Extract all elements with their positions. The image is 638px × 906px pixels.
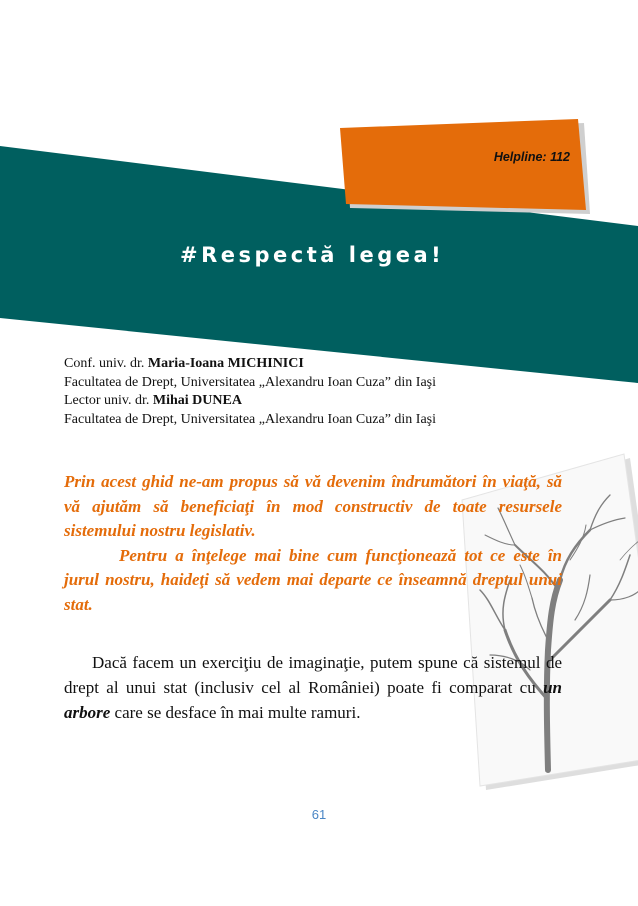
- body-text-end: care se desface în mai multe ramuri.: [110, 703, 361, 722]
- body-paragraph: [64, 650, 562, 725]
- author-1-title: Conf. univ. dr.: [64, 356, 148, 371]
- intro-paragraph-1: Prin acest ghid ne-am propus să vă devenim îndrumători în viaţă, să vă ajutăm să beneficiaţi în mod constructiv de toate resursele sistemului nostru legislativ.: [64, 472, 562, 540]
- body-text-start: Dacă facem un exerciţiu de imaginaţie, putem spune că sistemul de drept al unui stat (inclusiv cel al României) poate fi comparat cu: [64, 653, 562, 697]
- author-1: [64, 355, 436, 374]
- body-emphasis: un arbore: [64, 678, 562, 722]
- intro-paragraph-2: Pentru a înţelege mai bine cum funcţionează tot ce este în jurul nostru, haideţi să vedem mai departe ce înseamnă dreptul unui stat.: [64, 545, 562, 614]
- author-block: [64, 355, 436, 429]
- helpline-label: Helpline: 112: [493, 150, 570, 164]
- page-title: #Respectă legea!: [180, 243, 445, 267]
- page-number: 61: [311, 807, 327, 822]
- author-2-title: Lector univ. dr.: [64, 393, 153, 408]
- intro-text: [64, 470, 562, 617]
- author-2-affiliation: Facultatea de Drept, Universitatea „Alexandru Ioan Cuza” din Iaşi: [64, 411, 437, 427]
- author-2-name: Mihai DUNEA: [152, 393, 242, 408]
- author-1-name: Maria-Ioana MICHINICI: [147, 356, 304, 371]
- author-2: [64, 392, 436, 411]
- author-1-affiliation: Facultatea de Drept, Universitatea „Alexandru Ioan Cuza” din Iaşi: [64, 374, 437, 390]
